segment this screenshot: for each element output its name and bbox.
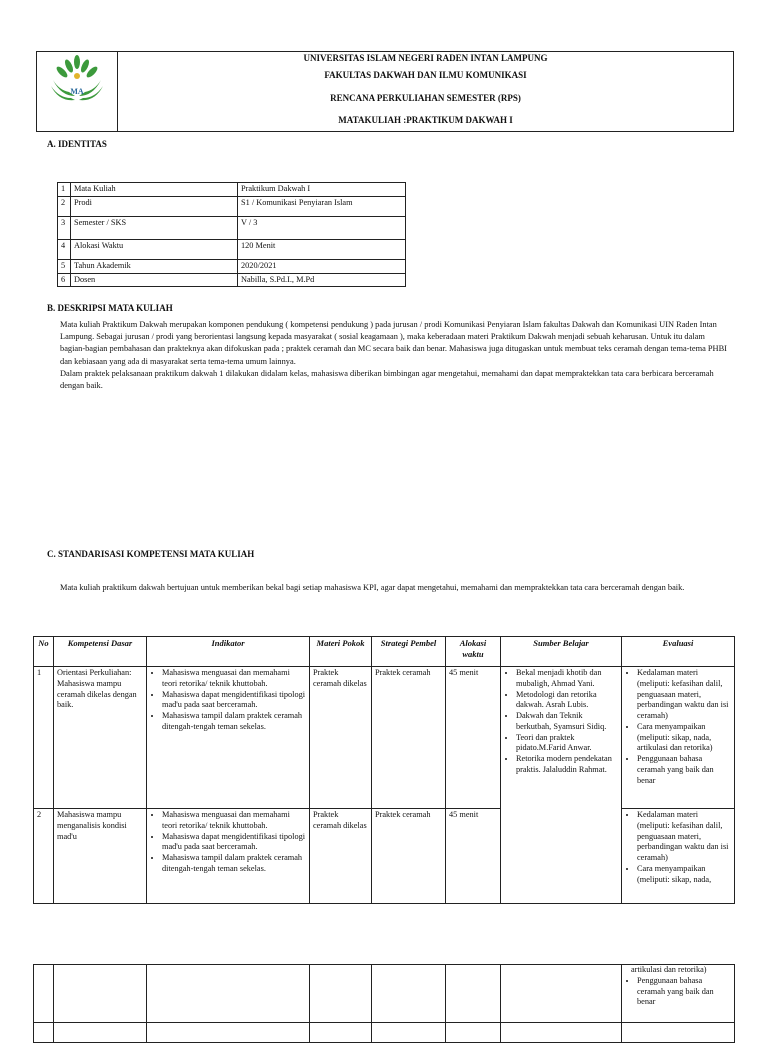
row-label: Prodi — [71, 196, 238, 216]
row-value: 2020/2021 — [238, 259, 406, 273]
list-item: artikulasi dan retorika) — [631, 965, 707, 974]
university-name: UNIVERSITAS ISLAM NEGERI RADEN INTAN LAMPUNG — [118, 52, 734, 69]
list-item: • Cara menyampaikan (meliputi: sikap, nada, artikulasi dan retorika) — [637, 722, 731, 754]
table-row — [58, 196, 406, 216]
column-header: Strategi Pembel — [372, 637, 446, 667]
row-number: 1 — [34, 667, 54, 809]
evaluasi — [622, 667, 735, 809]
list-item: • Mahasiswa menguasai dan memahami teori retorika/ teknik khuttobah. — [162, 668, 306, 690]
table-row — [58, 273, 406, 287]
faculty-name: FAKULTAS DAKWAH DAN ILMU KOMUNIKASI — [118, 69, 734, 92]
section-a-title: A. IDENTITAS — [47, 139, 107, 149]
table-row — [34, 809, 735, 904]
table-row — [58, 216, 406, 239]
competency-description: Mata kuliah praktikum dakwah bertujuan untuk memberikan bekal bagi setiap mahasiswa KPI, agar dapat mengetahui, memahami dan mempraktekkan tata cara berceramah dengan baik. — [60, 583, 685, 592]
kompetensi-dasar: Orientasi Perkuliahan: Mahasiswa mampu ceramah dikelas dengan baik. — [54, 667, 147, 809]
table-row — [34, 667, 735, 809]
list-item: • Mahasiswa tampil dalam praktek ceramah ditengah-tengah teman sekelas. — [162, 853, 306, 875]
evaluasi — [622, 809, 735, 904]
list-item: • Metodologi dan retorika dakwah. Asrah Lubis. — [516, 690, 618, 712]
section-b-title: B. DESKRIPSI MATA KULIAH — [47, 303, 173, 313]
table-row — [58, 259, 406, 273]
list-item: • Mahasiswa dapat mengidentifikasi tipologi mad'u pada saat berceramah. — [162, 832, 306, 854]
row-number: 3 — [58, 216, 71, 239]
list-item: • Penggunaan bahasa ceramah yang baik dan benar — [637, 976, 731, 1008]
strategi: Praktek ceramah — [372, 809, 446, 904]
sumber-belajar — [501, 667, 622, 904]
column-header: Materi Pokok — [310, 637, 372, 667]
list-item: • Dakwah dan Teknik berkutbah, Syamsuri Sidiq. — [516, 711, 618, 733]
table-row — [34, 965, 735, 1023]
row-number: 4 — [58, 239, 71, 259]
list-item: • Mahasiswa dapat mengidentifikasi tipologi mad'u pada saat berceramah. — [162, 690, 306, 712]
row-label: Alokasi Waktu — [71, 239, 238, 259]
competency-table-continued — [33, 964, 735, 1043]
competency-table — [33, 636, 735, 904]
row-value: Praktikum Dakwah I — [238, 183, 406, 197]
row-number: 5 — [58, 259, 71, 273]
university-logo-icon — [47, 52, 107, 107]
row-number: 6 — [58, 273, 71, 287]
list-item: • Kedalaman materi (meliputi: kefasihan dalil, penguasaan materi, perbandingan waktu dan isi ceramah) — [637, 810, 731, 864]
list-item: • Teori dan praktek pidato.M.Farid Anwar. — [516, 733, 618, 755]
row-label: Mata Kuliah — [71, 183, 238, 197]
logo-cell — [37, 52, 118, 132]
row-label: Tahun Akademik — [71, 259, 238, 273]
document-header — [36, 51, 734, 132]
identity-table — [57, 182, 406, 287]
row-value: V / 3 — [238, 216, 406, 239]
list-item: • Kedalaman materi (meliputi: kefasihan dalil, penguasaan materi, perbandingan waktu dan isi ceramah) — [637, 668, 731, 722]
evaluasi — [622, 965, 735, 1023]
column-header: No — [34, 637, 54, 667]
list-item: • Mahasiswa menguasai dan memahami teori retorika/ teknik khuttobah. — [162, 810, 306, 832]
row-value: Nabilla, S.Pd.I., M.Pd — [238, 273, 406, 287]
course-title: MATAKULIAH :PRAKTIKUM DAKWAH I — [118, 114, 734, 132]
alokasi-waktu: 45 menit — [446, 809, 501, 904]
description-paragraph: Mata kuliah Praktikum Dakwah merupakan komponen pendukung ( kompetensi pendukung ) pada jurusan / prodi Komunikasi Penyiaran Islam fakultas Dakwah dan Komunikasi UIN Raden Intan Lampung. Sebagai jurusan / prodi yang berorientasi langsung kepada masyarakat ( sosial keagamaan ), maka keberadaan materi Praktikum Dakwah menjadi sebuah keharusan. Untuk itu dalam bagian-bagian pembahasan dan prakteknya akan difokuskan pada ; praktek ceramah dan MC secara baik dan benar. Mahasiswa juga ditugaskan untuk membuat teks ceramah dengan tema-tema PHBI dan kebiasaan yang ada di masyarakat serta tema-tema umum lainnya. — [60, 320, 727, 366]
column-header: Evaluasi — [622, 637, 735, 667]
table-row — [58, 239, 406, 259]
table-row — [58, 183, 406, 197]
svg-text:MA: MA — [70, 87, 84, 96]
rps-title: RENCANA PERKULIAHAN SEMESTER (RPS) — [118, 92, 734, 114]
list-item: • Mahasiswa tampil dalam praktek ceramah ditengah-tengah teman sekelas. — [162, 711, 306, 733]
column-header: Kompetensi Dasar — [54, 637, 147, 667]
row-number: 2 — [34, 809, 54, 904]
column-header: Indikator — [147, 637, 310, 667]
list-item: • Penggunaan bahasa ceramah yang baik dan benar — [637, 754, 731, 786]
alokasi-waktu: 45 menit — [446, 667, 501, 809]
materi-pokok: Praktek ceramah dikelas — [310, 809, 372, 904]
list-item: • Cara menyampaikan (meliputi: sikap, nada, — [637, 864, 731, 886]
description-paragraph: Dalam praktek pelaksanaan praktikum dakwah 1 dilakukan didalam kelas, mahasiswa diberikan bimbingan agar mengetahui, memahami dan dapat mempraktekkan tata cara berbicara berceramah dengan baik. — [60, 368, 714, 390]
column-header: Sumber Belajar — [501, 637, 622, 667]
row-number: 2 — [58, 196, 71, 216]
strategi: Praktek ceramah — [372, 667, 446, 809]
row-number: 1 — [58, 183, 71, 197]
course-description — [60, 319, 730, 392]
row-value: S1 / Komunikasi Penyiaran Islam — [238, 196, 406, 216]
column-header: Alokasi waktu — [446, 637, 501, 667]
row-label: Semester / SKS — [71, 216, 238, 239]
section-c-title: C. STANDARISASI KOMPETENSI MATA KULIAH — [47, 549, 255, 559]
materi-pokok: Praktek ceramah dikelas — [310, 667, 372, 809]
indikator — [147, 809, 310, 904]
row-value: 120 Menit — [238, 239, 406, 259]
list-item: • Bekal menjadi khotib dan mubaligh, Ahmad Yani. — [516, 668, 618, 690]
row-label: Dosen — [71, 273, 238, 287]
kompetensi-dasar: Mahasiswa mampu menganalisis kondisi mad'u — [54, 809, 147, 904]
list-item: • Retorika modern pendekatan praktis. Jalaluddin Rahmat. — [516, 754, 618, 776]
table-header-row — [34, 637, 735, 667]
indikator — [147, 667, 310, 809]
